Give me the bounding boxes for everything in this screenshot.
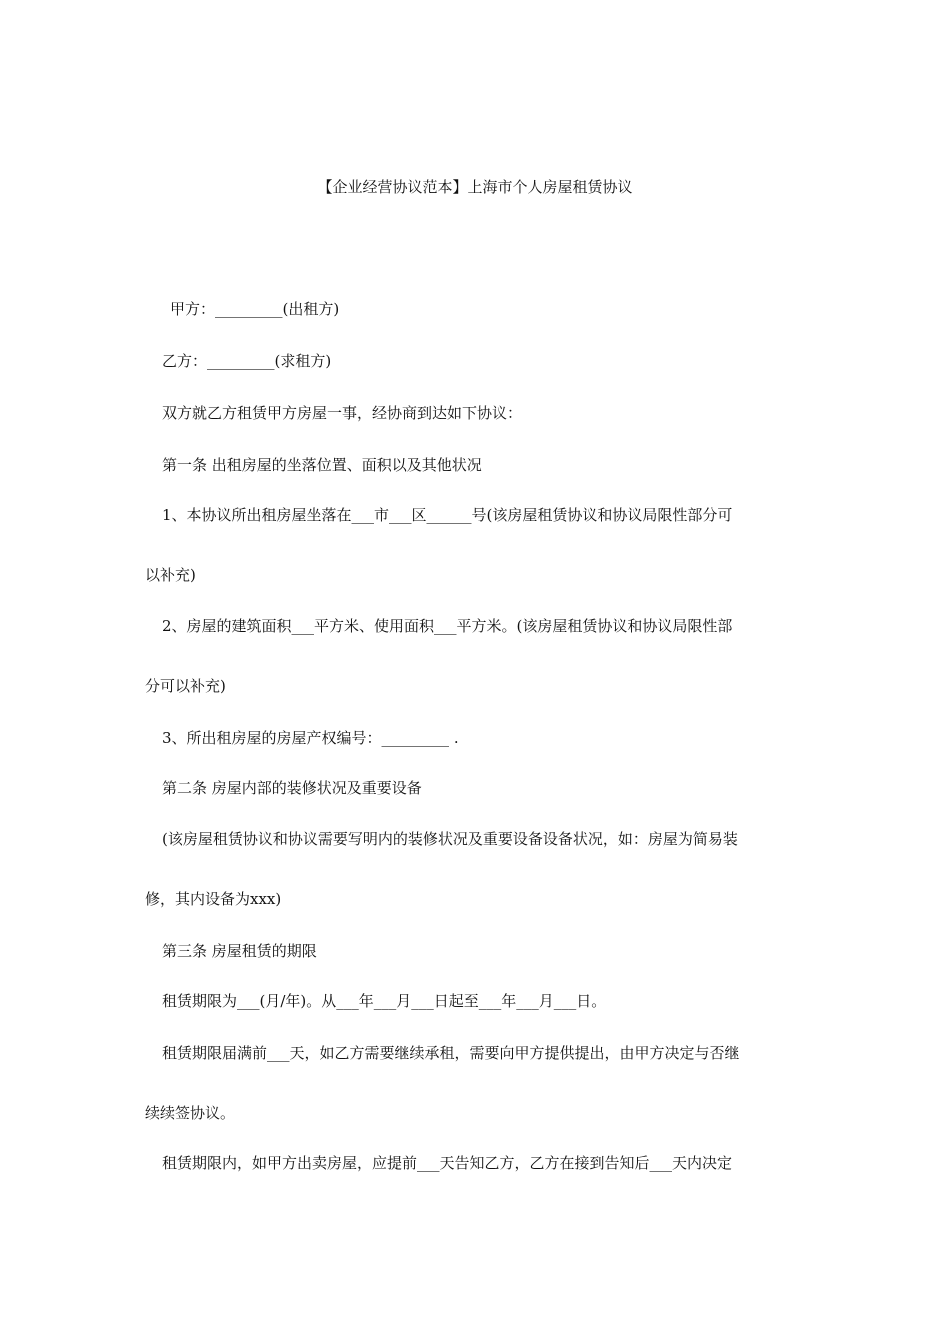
clause-1-2-line-2: 分可以补充) — [145, 677, 226, 695]
sale-notice-line: 租赁期限内，如甲方出卖房屋，应提前___天告知乙方，乙方在接到告知后___天内决定 — [162, 1154, 733, 1172]
party-b-line: 乙方：_________(求租方) — [162, 352, 332, 370]
renewal-line-2: 续续签协议。 — [145, 1104, 236, 1122]
article-1-heading: 第一条 出租房屋的坐落位置、面积以及其他状况 — [162, 456, 482, 474]
clause-1-1-line-1: 1、本协议所出租房屋坐落在___市___区______号(该房屋租赁协议和协议局限性部分可 — [162, 506, 733, 524]
lease-term-line: 租赁期限为___(月/年)。从___年___月___日起至___年___月___日。 — [162, 992, 607, 1010]
clause-1-2-line-1: 2、房屋的建筑面积___平方米、使用面积___平方米。(该房屋租赁协议和协议局限性部 — [162, 617, 733, 635]
article-3-heading: 第三条 房屋租赁的期限 — [162, 942, 317, 960]
agreement-intro: 双方就乙方租赁甲方房屋一事，经协商到达如下协议： — [162, 404, 523, 422]
article-2-note-line-2: 修，其内设备为xxx) — [145, 890, 282, 908]
article-2-heading: 第二条 房屋内部的装修状况及重要设备 — [162, 779, 422, 797]
document-title: 【企业经营协议范本】上海市个人房屋租赁协议 — [317, 178, 633, 196]
party-a-line: 甲方：_________(出租方) — [170, 300, 340, 318]
clause-1-3: 3、所出租房屋的房屋产权编号：_________ . — [162, 729, 459, 747]
renewal-line-1: 租赁期限届满前___天，如乙方需要继续承租，需要向甲方提供提出，由甲方决定与否继 — [162, 1044, 740, 1062]
article-2-note-line-1: (该房屋租赁协议和协议需要写明内的装修状况及重要设备设备状况，如：房屋为简易装 — [162, 830, 738, 848]
clause-1-1-line-2: 以补充) — [145, 566, 196, 584]
